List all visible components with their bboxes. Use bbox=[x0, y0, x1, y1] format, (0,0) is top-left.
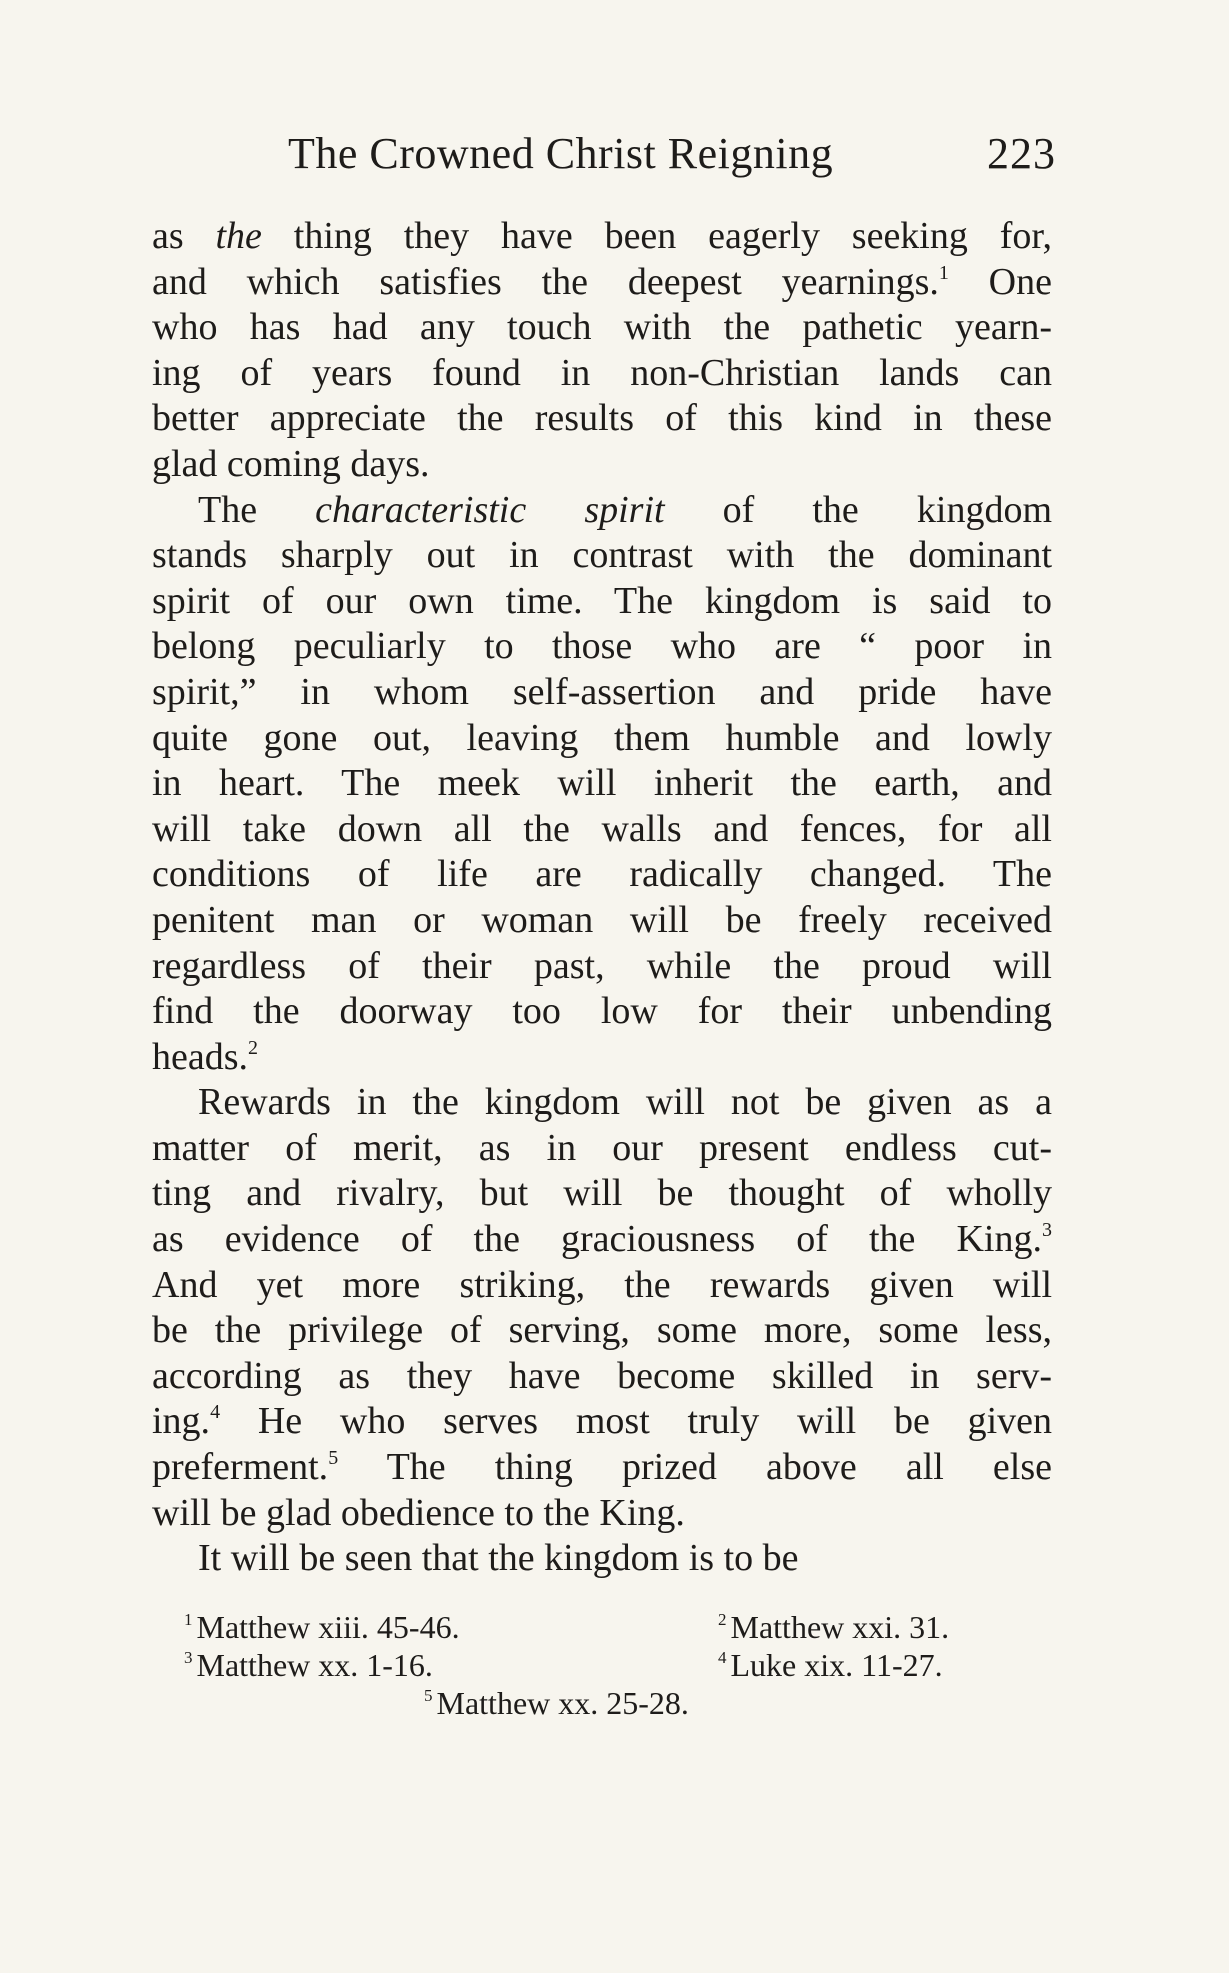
text-run: regardless of their past, while the proud will bbox=[152, 944, 1052, 987]
paragraph bbox=[152, 488, 1052, 1081]
text-line bbox=[152, 670, 1052, 716]
text-line bbox=[152, 579, 1052, 625]
text-line bbox=[152, 807, 1052, 853]
text-run: as evidence of the graciousness of the King. bbox=[152, 1218, 1042, 1261]
text-line bbox=[152, 624, 1052, 670]
text-run: ing of years found in non-Christian lands can bbox=[152, 351, 1052, 394]
text-run: conditions of life are radically changed. The bbox=[152, 853, 1052, 896]
paragraph bbox=[152, 1080, 1052, 1536]
text-run: of the kingdom bbox=[664, 488, 1052, 531]
footnote-mark: 5 bbox=[424, 1686, 433, 1705]
text-line bbox=[152, 898, 1052, 944]
text-run: belong peculiarly to those who are “ poor in bbox=[152, 625, 1052, 668]
text-run: find the doorway too low for their unbending bbox=[152, 990, 1052, 1033]
footnote-text: Matthew xiii. 45-46. bbox=[196, 1609, 460, 1645]
text-line bbox=[152, 989, 1052, 1035]
text-run: It will be seen that the kingdom is to be bbox=[198, 1537, 799, 1580]
text-run: spirit,” in whom self-assertion and pride have bbox=[152, 670, 1052, 713]
text-line bbox=[152, 533, 1052, 579]
footnote-text: Matthew xx. 25-28. bbox=[436, 1685, 689, 1721]
running-header bbox=[150, 128, 1056, 188]
text-run: Rewards in the kingdom will not be given as a bbox=[198, 1081, 1052, 1124]
text-run: better appreciate the results of this kind in these bbox=[152, 397, 1052, 440]
paragraph bbox=[152, 214, 1052, 488]
text-run: ing. bbox=[152, 1400, 211, 1443]
text-run: quite gone out, leaving them humble and lowly bbox=[152, 716, 1052, 759]
footnote-row bbox=[152, 1608, 1052, 1646]
text-line bbox=[152, 305, 1052, 351]
text-run: The thing prized above all else bbox=[338, 1446, 1052, 1489]
page-number: 223 bbox=[987, 129, 1056, 178]
paragraph bbox=[152, 1536, 1052, 1582]
footnote-3 bbox=[184, 1646, 433, 1684]
text-run: thing they have been eagerly seeking for, bbox=[261, 215, 1052, 257]
italic-text: characteristic spirit bbox=[315, 488, 665, 531]
text-line bbox=[152, 944, 1052, 990]
footnote-mark: 1 bbox=[184, 1610, 193, 1629]
text-line bbox=[152, 1354, 1052, 1400]
text-line bbox=[152, 442, 1052, 488]
running-title: The Crowned Christ Reigning bbox=[288, 129, 834, 178]
text-line bbox=[152, 488, 1052, 534]
text-line bbox=[152, 1308, 1052, 1354]
footnote-ref: 1 bbox=[938, 261, 949, 284]
text-run: will be glad obedience to the King. bbox=[152, 1491, 685, 1534]
text-line bbox=[152, 1536, 1052, 1582]
text-run: And yet more striking, the rewards given will bbox=[152, 1263, 1052, 1306]
text-run: The bbox=[198, 488, 316, 531]
text-line bbox=[152, 761, 1052, 807]
text-line bbox=[152, 1263, 1052, 1309]
text-line bbox=[152, 214, 1052, 260]
footnote-ref: 5 bbox=[328, 1447, 339, 1470]
text-run: penitent man or woman will be freely received bbox=[152, 898, 1052, 941]
text-run: be the privilege of serving, some more, some less, bbox=[152, 1309, 1052, 1352]
text-run: He who serves most truly will be given bbox=[220, 1400, 1052, 1443]
text-run: preferment. bbox=[152, 1446, 329, 1489]
text-run: according as they have become skilled in serv- bbox=[152, 1354, 1052, 1397]
footnote-mark: 3 bbox=[184, 1648, 193, 1667]
text-run: One bbox=[948, 260, 1052, 303]
text-line bbox=[152, 1491, 1052, 1537]
footnote-ref: 3 bbox=[1042, 1219, 1052, 1242]
footnote-mark: 2 bbox=[718, 1610, 727, 1629]
footnote-text: Matthew xx. 1-16. bbox=[196, 1647, 433, 1683]
text-line bbox=[152, 1171, 1052, 1217]
text-run: ting and rivalry, but will be thought of wholly bbox=[152, 1172, 1052, 1215]
footnotes bbox=[152, 1608, 1052, 1722]
text-run: as bbox=[152, 215, 216, 257]
text-line bbox=[152, 1445, 1052, 1491]
text-line bbox=[152, 351, 1052, 397]
text-line bbox=[152, 1217, 1052, 1263]
text-line bbox=[152, 852, 1052, 898]
text-run: and which satisfies the deepest yearnings. bbox=[152, 260, 939, 303]
footnote-5 bbox=[424, 1684, 689, 1722]
text-line bbox=[152, 1126, 1052, 1172]
text-line bbox=[152, 1399, 1052, 1445]
text-run: stands sharply out in contrast with the dominant bbox=[152, 534, 1052, 577]
italic-text: the bbox=[215, 215, 262, 257]
footnote-ref: 2 bbox=[248, 1036, 259, 1059]
text-line bbox=[152, 716, 1052, 762]
footnote-mark: 4 bbox=[718, 1648, 727, 1667]
footnote-ref: 4 bbox=[210, 1401, 221, 1424]
text-line bbox=[152, 1080, 1052, 1126]
footnote-1 bbox=[184, 1608, 460, 1646]
footnote-text: Luke xix. 11-27. bbox=[730, 1647, 943, 1683]
text-line bbox=[152, 396, 1052, 442]
text-run: spirit of our own time. The kingdom is said to bbox=[152, 579, 1052, 622]
footnote-text: Matthew xxi. 31. bbox=[730, 1609, 950, 1645]
body-text bbox=[152, 214, 1052, 1582]
text-line bbox=[152, 1035, 1052, 1081]
text-line bbox=[152, 260, 1052, 306]
footnote-2 bbox=[718, 1608, 949, 1646]
text-run: glad coming days. bbox=[152, 442, 430, 485]
text-run: in heart. The meek will inherit the earth, and bbox=[152, 762, 1052, 805]
footnote-row bbox=[152, 1646, 1052, 1684]
footnote-4 bbox=[718, 1646, 943, 1684]
footnote-row bbox=[152, 1684, 1052, 1722]
text-run: heads. bbox=[152, 1035, 249, 1078]
text-run: will take down all the walls and fences, for all bbox=[152, 807, 1052, 850]
text-run: matter of merit, as in our present endless cut- bbox=[152, 1126, 1052, 1169]
text-run: who has had any touch with the pathetic yearn- bbox=[152, 306, 1052, 349]
